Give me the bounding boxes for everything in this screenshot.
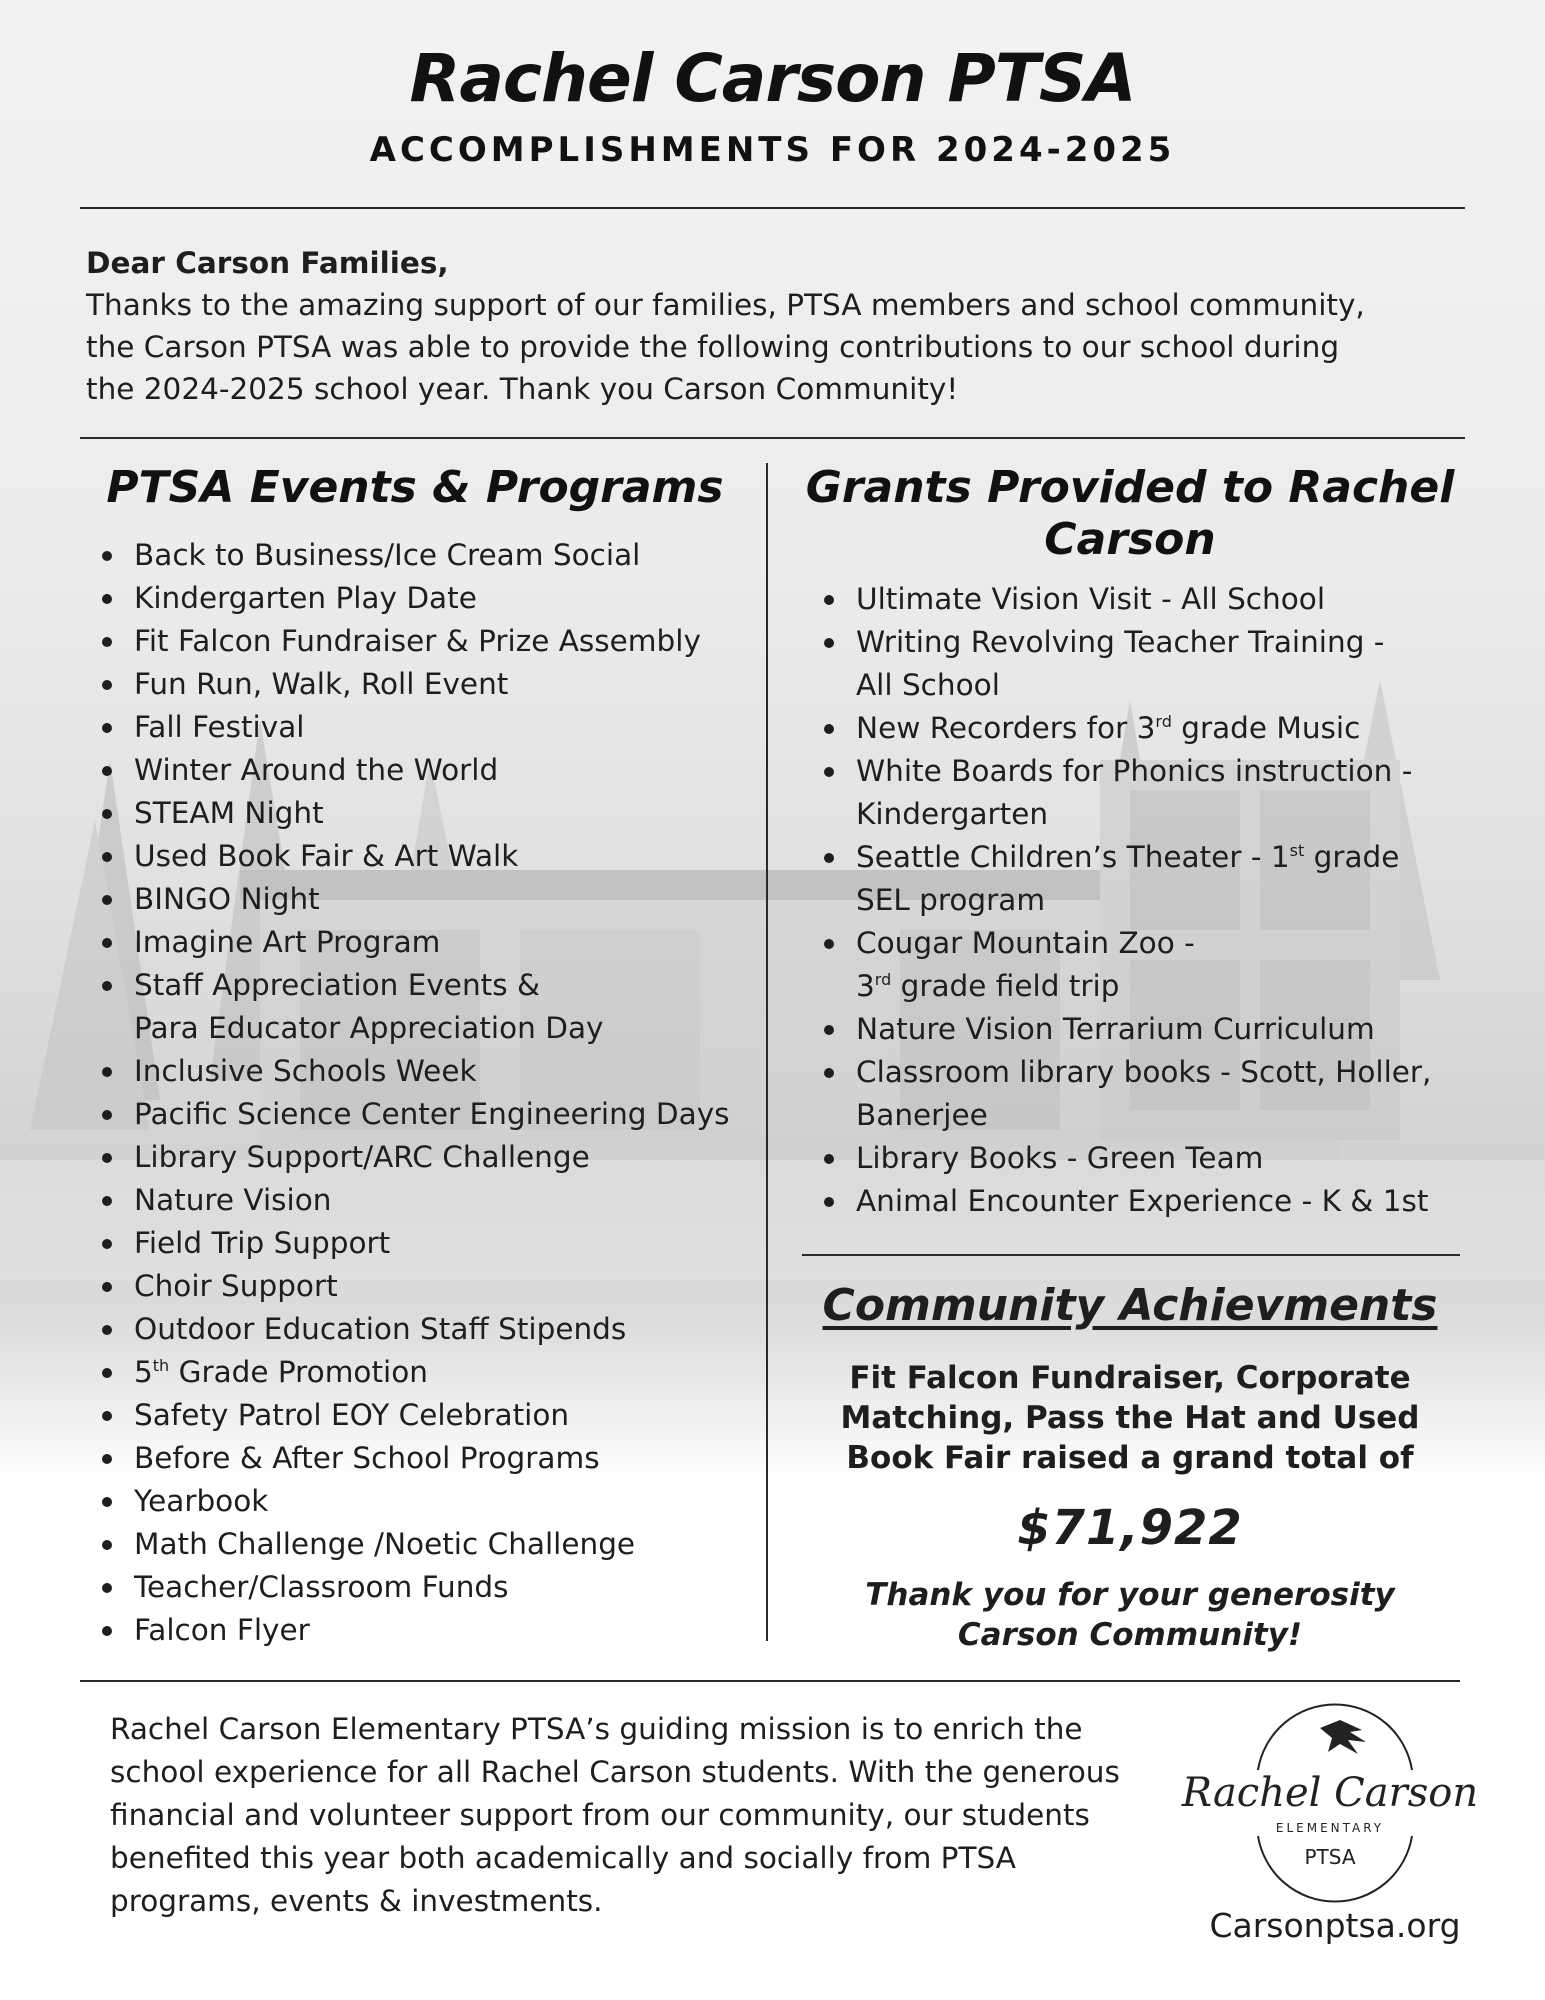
grants-heading-line: Carson [1044, 514, 1216, 565]
list-item: Field Trip Support [96, 1222, 776, 1265]
mission-line: financial and volunteer support from our community, our students [110, 1798, 1090, 1832]
list-item: Library Support/ARC Challenge [96, 1136, 776, 1179]
list-item: Falcon Flyer [96, 1609, 776, 1652]
logo-elementary: ELEMENTARY [1275, 1821, 1385, 1835]
divider-achievements [802, 1254, 1460, 1256]
intro-greeting: Dear Carson Families, [86, 246, 449, 280]
list-item: Animal Encounter Experience - K & 1st [818, 1180, 1478, 1223]
list-item: Nature Vision Terrarium Curriculum [818, 1008, 1478, 1051]
list-item: Ultimate Vision Visit - All School [818, 578, 1478, 621]
list-item: Fit Falcon Fundraiser & Prize Assembly [96, 620, 776, 663]
list-item: Used Book Fair & Art Walk [96, 835, 776, 878]
achievements-line: Book Fair raised a grand total of [846, 1440, 1414, 1476]
list-item: White Boards for Phonics instruction - Kindergarten [818, 750, 1478, 836]
page-subtitle: ACCOMPLISHMENTS FOR 2024-2025 [369, 130, 1176, 170]
thanks-line: Thank you for your generosity [865, 1577, 1395, 1613]
list-item: Kindergarten Play Date [96, 577, 776, 620]
list-item: Before & After School Programs [96, 1437, 776, 1480]
list-item: STEAM Night [96, 792, 776, 835]
list-item: Seattle Children’s Theater - 1st grade SEL program [818, 836, 1478, 922]
mission-line: school experience for all Rachel Carson students. With the generous [110, 1755, 1120, 1789]
thanks-line: Carson Community! [957, 1617, 1303, 1653]
achievements-line: Matching, Pass the Hat and Used [840, 1400, 1420, 1436]
intro-line: the 2024-2025 school year. Thank you Carson Community! [86, 372, 959, 406]
list-item: Teacher/Classroom Funds [96, 1566, 776, 1609]
achievements-line: Fit Falcon Fundraiser, Corporate [849, 1360, 1411, 1396]
list-item: Math Challenge /Noetic Challenge [96, 1523, 776, 1566]
list-item: Pacific Science Center Engineering Days [96, 1093, 776, 1136]
achievements-total: $71,922 [1017, 1500, 1243, 1556]
mission-statement [110, 1708, 1200, 1923]
list-item: Back to Business/Ice Cream Social [96, 534, 776, 577]
divider-bottom [80, 1680, 1460, 1682]
list-item: 5th Grade Promotion [96, 1351, 776, 1394]
intro-letter [86, 242, 1466, 410]
events-list [96, 534, 776, 1652]
grants-heading-line: Grants Provided to Rachel [805, 462, 1455, 513]
list-item: Yearbook [96, 1480, 776, 1523]
intro-line: the Carson PTSA was able to provide the following contributions to our school during [86, 330, 1340, 364]
achievements-thanks [800, 1575, 1460, 1655]
mission-line: programs, events & investments. [110, 1884, 603, 1918]
list-item: Writing Revolving Teacher Training - All School [818, 621, 1478, 707]
achievements-heading: Community Achievments [822, 1280, 1438, 1331]
list-item: Outdoor Education Staff Stipends [96, 1308, 776, 1351]
falcon-icon [1320, 1720, 1366, 1754]
events-heading: PTSA Events & Programs [106, 462, 724, 513]
list-item: Library Books - Green Team [818, 1137, 1478, 1180]
list-item: Fun Run, Walk, Roll Event [96, 663, 776, 706]
divider-intro [80, 437, 1465, 439]
list-item: Classroom library books - Scott, Holler, Banerjee [818, 1051, 1478, 1137]
logo-ptsa: PTSA [1304, 1845, 1356, 1869]
page-title: Rachel Carson PTSA [409, 40, 1136, 117]
divider-top [80, 207, 1465, 209]
list-item: Winter Around the World [96, 749, 776, 792]
list-item: Choir Support [96, 1265, 776, 1308]
list-item: Cougar Mountain Zoo - 3rd grade field trip [818, 922, 1478, 1008]
ptsa-logo [1181, 1708, 1479, 1888]
list-item: Nature Vision [96, 1179, 776, 1222]
grants-heading [790, 462, 1470, 566]
intro-line: Thanks to the amazing support of our families, PTSA members and school community, [86, 288, 1365, 322]
list-item: Fall Festival [96, 706, 776, 749]
grants-list [818, 578, 1478, 1223]
achievements-text [800, 1358, 1460, 1478]
logo-script: Rachel Carson [1181, 1770, 1479, 1816]
list-item: Staff Appreciation Events & Para Educator Appreciation Day [96, 964, 776, 1050]
list-item: Safety Patrol EOY Celebration [96, 1394, 776, 1437]
mission-line: Rachel Carson Elementary PTSA’s guiding mission is to enrich the [110, 1712, 1083, 1746]
mission-line: benefited this year both academically and socially from PTSA [110, 1841, 1016, 1875]
website-link[interactable]: Carsonptsa.org [1209, 1906, 1461, 1945]
list-item: Imagine Art Program [96, 921, 776, 964]
list-item: BINGO Night [96, 878, 776, 921]
list-item: New Recorders for 3rd grade Music [818, 707, 1478, 750]
list-item: Inclusive Schools Week [96, 1050, 776, 1093]
